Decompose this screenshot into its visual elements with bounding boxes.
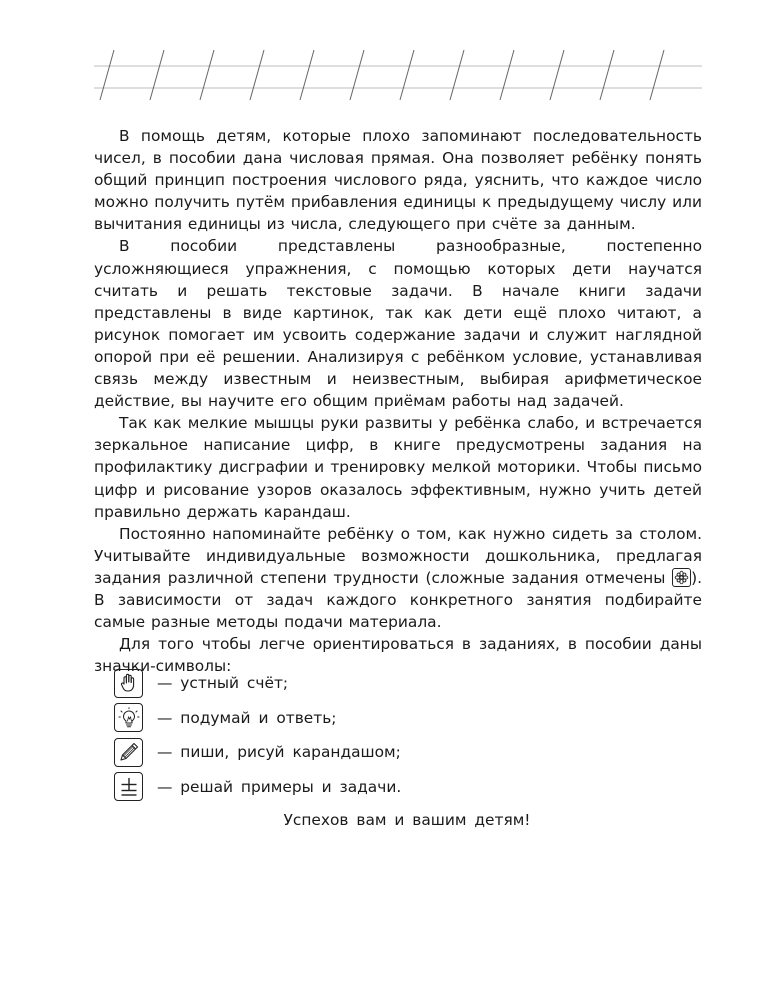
legend-text: — решай примеры и задачи. bbox=[157, 777, 402, 796]
legend-text: — подумай и ответь; bbox=[157, 708, 337, 727]
plus-minus-icon bbox=[114, 772, 143, 801]
legend-item bbox=[114, 735, 401, 769]
paragraph-3: Так как мелкие мышцы руки развиты у ребёнка слабо, и встречается зеркальное написание цифр, в книге предусмотрены задания на профилактику дисграфии и тренировку мелкой моторики. Чтобы письмо цифр и рисование узоров оказалось эффективным, нужно учить детей правильно держать карандаш. bbox=[94, 414, 702, 521]
paragraph-2: В пособии представлены разнообразные, постепенно усложняющиеся упражнения, с помощью которых дети научатся считать и решать текстовые задачи. В начале книги задачи представлены в виде картинок, так как дети ещё плохо читают, а рисунок помогает им усвоить содержание задачи и служит наглядной опорой при её решении. Анализируя с ребёнком условие, устанавливая связь между известным и неизвестным, выбирая арифметическое действие, вы научите его общим приёмам работы над задачей. bbox=[94, 237, 702, 411]
closing-line: Успехов вам и вашим детям! bbox=[283, 811, 531, 829]
legend-item bbox=[114, 701, 401, 735]
flower-icon bbox=[672, 568, 691, 587]
paragraph-4-end: ). В зависимости от задач каждого конкретного занятия подбирайте самые разные методы подачи материала. bbox=[94, 568, 702, 632]
paragraph-1: В помощь детям, которые плохо запоминают последовательность чисел, в пособии дана числовая прямая. Она позволяет ребёнку понять общий принцип построения числового ряда, уяснить, что каждое число можно получить путём прибавления единицы к предыдущему числу или вычитания единицы из числа, следующего при счёте за данным. bbox=[94, 127, 702, 234]
hand-counting-icon bbox=[114, 669, 143, 698]
legend-text: — устный счёт; bbox=[157, 674, 289, 692]
legend-item bbox=[114, 770, 401, 804]
intro-text bbox=[94, 125, 702, 677]
paragraph-4-start: Постоянно напоминайте ребёнку о том, как нужно сидеть за столом. Учитывайте индивидуальные возможности дошкольника, предлагая задания различной степени трудности (сложные задания отмечены bbox=[94, 524, 702, 587]
paragraph-5: Для того чтобы легче ориентироваться в заданиях, в пособии даны значки-символы: bbox=[94, 635, 702, 676]
legend-text: — пиши, рисуй карандашом; bbox=[157, 743, 401, 761]
legend-item bbox=[114, 666, 401, 700]
icon-legend bbox=[114, 666, 401, 804]
handwriting-guide-lines bbox=[94, 50, 702, 105]
paragraph-4 bbox=[94, 523, 702, 633]
pencil-icon bbox=[114, 738, 143, 767]
lightbulb-icon bbox=[114, 703, 143, 732]
